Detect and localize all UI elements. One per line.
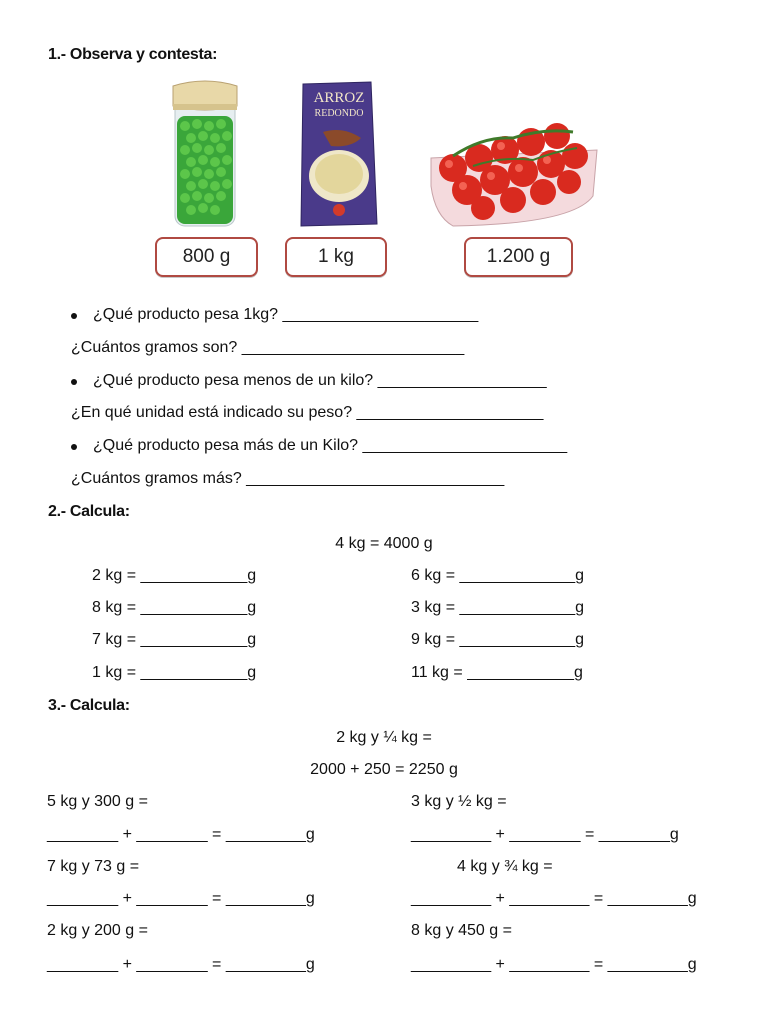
rice-bag-icon bbox=[301, 82, 377, 226]
product-images bbox=[153, 76, 600, 286]
conversion-left-3: 7 kg = ____________g bbox=[92, 631, 257, 648]
tomatoes-tray-icon bbox=[431, 123, 597, 226]
conversion-right-1: 6 kg = _____________g bbox=[411, 567, 585, 584]
conversion-left-4: 1 kg = ____________g bbox=[92, 664, 257, 681]
question-2b: ¿En qué unidad está indicado su peso? _____________________ bbox=[71, 404, 544, 421]
section-2-example: 4 kg = 4000 g bbox=[335, 535, 433, 552]
peas-jar-icon bbox=[173, 81, 237, 226]
rice-brand-line1: ARROZ bbox=[313, 90, 365, 106]
section-1-heading: 1.- Observa y contesta: bbox=[48, 46, 218, 63]
question-2: ¿Qué producto pesa menos de un kilo? ___________________ bbox=[93, 372, 547, 389]
section-3-example-line2: 2000 + 250 = 2250 g bbox=[310, 761, 458, 778]
conversion-left-2: 8 kg = ____________g bbox=[92, 599, 257, 616]
question-3: ¿Qué producto pesa más de un Kilo? _______________________ bbox=[93, 437, 568, 454]
question-1b: ¿Cuántos gramos son? _________________________ bbox=[71, 339, 465, 356]
question-3b: ¿Cuántos gramos más? _____________________________ bbox=[71, 470, 505, 487]
sum-blank-3: ________ + ________ = _________g bbox=[47, 890, 315, 907]
weight-label-tomatoes: 1.200 g bbox=[464, 237, 573, 277]
question-1: ¿Qué producto pesa 1kg? ______________________ bbox=[93, 306, 479, 323]
sum-blank-5: ________ + ________ = _________g bbox=[47, 956, 315, 973]
sum-blank-6: _________ + _________ = _________g bbox=[411, 956, 697, 973]
section-3-heading: 3.- Calcula: bbox=[48, 697, 130, 714]
sum-prompt-3: 7 kg y 73 g = bbox=[47, 858, 140, 875]
sum-prompt-2: 3 kg y ½ kg = bbox=[411, 793, 507, 810]
sum-prompt-5: 2 kg y 200 g = bbox=[47, 922, 148, 939]
weight-label-peas: 800 g bbox=[155, 237, 258, 277]
conversion-left-1: 2 kg = ____________g bbox=[92, 567, 257, 584]
section-3-example-line1: 2 kg y ¼ kg = bbox=[336, 729, 432, 746]
sum-prompt-1: 5 kg y 300 g = bbox=[47, 793, 148, 810]
conversion-right-4: 11 kg = ____________g bbox=[411, 664, 583, 681]
sum-blank-4: _________ + _________ = _________g bbox=[411, 890, 697, 907]
weight-label-rice: 1 kg bbox=[285, 237, 387, 277]
sum-prompt-4: 4 kg y ¾ kg = bbox=[457, 858, 553, 875]
sum-blank-1: ________ + ________ = _________g bbox=[47, 826, 315, 843]
rice-brand-line2: REDONDO bbox=[314, 108, 364, 119]
sum-prompt-6: 8 kg y 450 g = bbox=[411, 922, 512, 939]
conversion-right-3: 9 kg = _____________g bbox=[411, 631, 585, 648]
section-2-heading: 2.- Calcula: bbox=[48, 503, 130, 520]
sum-blank-2: _________ + ________ = ________g bbox=[411, 826, 679, 843]
conversion-right-2: 3 kg = _____________g bbox=[411, 599, 585, 616]
